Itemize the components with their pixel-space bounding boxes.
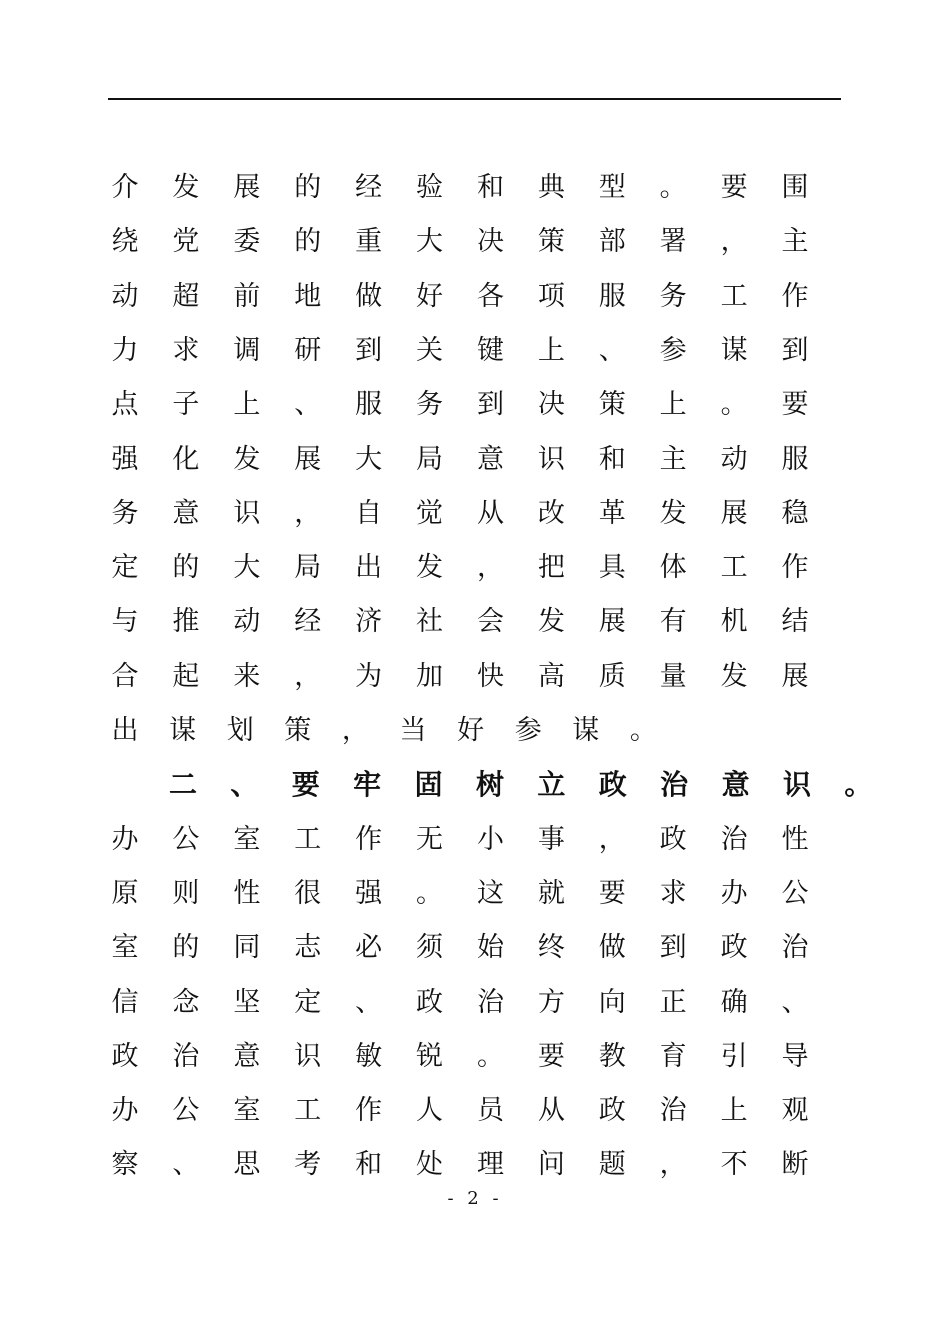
text-char: 参 <box>659 334 687 366</box>
text-char: 当 <box>399 715 427 746</box>
text-char: 从 <box>476 497 504 529</box>
text-char: 的 <box>172 552 200 584</box>
text-char: 办 <box>111 823 139 855</box>
text-char: 服 <box>355 389 383 421</box>
text-char: 发 <box>416 552 444 584</box>
text-char: 做 <box>598 932 626 964</box>
text-char: 推 <box>172 606 200 638</box>
text-char: 固 <box>414 768 443 802</box>
text-char: 须 <box>416 932 444 964</box>
text-char: 政 <box>416 986 444 1018</box>
text-char: 处 <box>416 1149 444 1181</box>
text-char: 的 <box>294 172 322 203</box>
text-char: 上 <box>659 389 687 421</box>
text-char: 大 <box>233 552 261 584</box>
text-char: 围 <box>781 172 809 203</box>
text-line <box>0 921 950 975</box>
text-char: 把 <box>537 552 565 584</box>
text-char: 治 <box>720 823 748 855</box>
text-char: 务 <box>111 497 139 529</box>
text-char: 性 <box>781 823 809 855</box>
text-char: 与 <box>111 606 139 638</box>
text-char: 事 <box>537 823 565 855</box>
text-char: 要 <box>537 1040 565 1072</box>
text-char: 作 <box>781 552 809 584</box>
text-char: 务 <box>659 280 687 312</box>
text-char: 思 <box>233 1149 261 1181</box>
text-char: ， <box>659 1149 687 1181</box>
text-line <box>0 976 950 1030</box>
section-heading <box>0 758 950 812</box>
text-char: 自 <box>355 497 383 529</box>
text-char: 验 <box>416 172 444 203</box>
text-line <box>0 704 950 758</box>
text-char: 谋 <box>572 715 600 746</box>
text-char: 不 <box>720 1149 748 1181</box>
text-char: 考 <box>294 1149 322 1181</box>
text-char: 大 <box>416 226 444 258</box>
text-char: 局 <box>416 443 444 475</box>
text-char: 志 <box>294 932 322 964</box>
text-char: 观 <box>781 1095 809 1127</box>
text-char: 体 <box>659 552 687 584</box>
text-char: 型 <box>598 172 626 203</box>
text-char: 务 <box>416 389 444 421</box>
text-char: 参 <box>514 715 542 746</box>
text-char: 动 <box>233 606 261 638</box>
text-char: 识 <box>782 768 811 802</box>
text-char: 超 <box>172 280 200 312</box>
text-char: 量 <box>659 660 687 692</box>
text-char: 终 <box>537 932 565 964</box>
text-char: 大 <box>355 443 383 475</box>
text-char: 政 <box>111 1040 139 1072</box>
text-line <box>0 324 950 378</box>
text-char: 政 <box>598 1095 626 1127</box>
text-char: 来 <box>233 660 261 692</box>
text-char: 政 <box>720 932 748 964</box>
text-char: 则 <box>172 877 200 909</box>
text-char: 。 <box>629 715 657 746</box>
text-line <box>0 650 950 704</box>
text-char: 服 <box>781 443 809 475</box>
text-line <box>0 867 950 921</box>
text-char: 导 <box>781 1040 809 1072</box>
text-char: 工 <box>720 552 748 584</box>
text-char: 起 <box>172 660 200 692</box>
text-char: 治 <box>660 768 689 802</box>
text-char: 教 <box>598 1040 626 1072</box>
text-char: 谋 <box>720 334 748 366</box>
text-char: 公 <box>172 1095 200 1127</box>
text-char: 锐 <box>416 1040 444 1072</box>
text-char: 要 <box>781 389 809 421</box>
text-char: 典 <box>537 172 565 203</box>
text-char: 。 <box>476 1040 504 1072</box>
text-char: 引 <box>720 1040 748 1072</box>
text-char: 性 <box>233 877 261 909</box>
text-char: 到 <box>781 334 809 366</box>
text-char: 要 <box>598 877 626 909</box>
text-char: 展 <box>294 443 322 475</box>
text-char: 高 <box>537 660 565 692</box>
text-char: 发 <box>172 172 200 203</box>
text-char: 到 <box>355 334 383 366</box>
text-char: 政 <box>659 823 687 855</box>
text-char: 经 <box>355 172 383 203</box>
text-char: 点 <box>111 389 139 421</box>
text-char: 力 <box>111 334 139 366</box>
text-char: 各 <box>476 280 504 312</box>
text-char: 立 <box>537 768 566 802</box>
text-char: ， <box>294 497 322 529</box>
text-char: 和 <box>598 443 626 475</box>
text-char: 工 <box>294 823 322 855</box>
text-char: 主 <box>659 443 687 475</box>
text-line <box>0 487 950 541</box>
text-char: 问 <box>537 1149 565 1181</box>
text-char: 前 <box>233 280 261 312</box>
text-char: 二 <box>168 768 197 802</box>
text-char: 项 <box>537 280 565 312</box>
text-char: 动 <box>720 443 748 475</box>
text-char: 识 <box>294 1040 322 1072</box>
text-char: 划 <box>226 715 254 746</box>
text-char: 研 <box>294 334 322 366</box>
text-char: 治 <box>781 932 809 964</box>
text-char: 为 <box>355 660 383 692</box>
text-char: 室 <box>233 823 261 855</box>
text-char: 树 <box>475 768 504 802</box>
text-char: 治 <box>659 1095 687 1127</box>
text-char: 做 <box>355 280 383 312</box>
text-char: 、 <box>172 1149 200 1181</box>
text-char: 员 <box>476 1095 504 1127</box>
text-char: 绕 <box>111 226 139 258</box>
text-char: 作 <box>355 823 383 855</box>
text-char: 子 <box>172 389 200 421</box>
text-char: 策 <box>537 226 565 258</box>
text-char: 地 <box>294 280 322 312</box>
text-char: 快 <box>476 660 504 692</box>
text-char: 重 <box>355 226 383 258</box>
text-char: 革 <box>598 497 626 529</box>
text-char: 办 <box>720 877 748 909</box>
text-char: 上 <box>233 389 261 421</box>
text-char: 介 <box>111 172 139 203</box>
text-char: 识 <box>537 443 565 475</box>
text-char: 好 <box>457 715 485 746</box>
text-char: 出 <box>355 552 383 584</box>
text-line <box>0 595 950 649</box>
text-char: 出 <box>111 715 139 746</box>
text-char: 觉 <box>416 497 444 529</box>
text-char: 会 <box>476 606 504 638</box>
text-char: 正 <box>659 986 687 1018</box>
text-char: 从 <box>537 1095 565 1127</box>
text-char: 到 <box>659 932 687 964</box>
text-char: 策 <box>598 389 626 421</box>
text-char: 发 <box>233 443 261 475</box>
text-char: 机 <box>720 606 748 638</box>
text-char: 室 <box>233 1095 261 1127</box>
text-char: 育 <box>659 1040 687 1072</box>
text-char: 。 <box>720 389 748 421</box>
text-char: 署 <box>659 226 687 258</box>
text-line <box>0 215 950 269</box>
text-char: 质 <box>598 660 626 692</box>
text-char: 局 <box>294 552 322 584</box>
text-char: 公 <box>172 823 200 855</box>
text-char: 要 <box>291 768 320 802</box>
text-char: 策 <box>284 715 312 746</box>
text-char: 键 <box>476 334 504 366</box>
text-char: 确 <box>720 986 748 1018</box>
text-char: 调 <box>233 334 261 366</box>
text-char: ， <box>476 552 504 584</box>
text-char: 强 <box>355 877 383 909</box>
text-line <box>0 813 950 867</box>
text-char: 部 <box>598 226 626 258</box>
text-char: 的 <box>294 226 322 258</box>
text-line <box>0 161 950 215</box>
text-char: 、 <box>294 389 322 421</box>
text-char: 动 <box>111 280 139 312</box>
text-char: 始 <box>476 932 504 964</box>
text-char: 牢 <box>353 768 382 802</box>
text-char: 展 <box>598 606 626 638</box>
text-char: 发 <box>720 660 748 692</box>
text-char: 、 <box>781 986 809 1018</box>
text-char: 党 <box>172 226 200 258</box>
text-char: 治 <box>172 1040 200 1072</box>
text-char: 服 <box>598 280 626 312</box>
text-char: 强 <box>111 443 139 475</box>
text-char: 求 <box>172 334 200 366</box>
text-char: 社 <box>416 606 444 638</box>
text-line <box>0 433 950 487</box>
text-char: 坚 <box>233 986 261 1018</box>
text-char: 展 <box>720 497 748 529</box>
text-char: 作 <box>355 1095 383 1127</box>
text-char: 这 <box>476 877 504 909</box>
text-char: 原 <box>111 877 139 909</box>
text-char: 意 <box>476 443 504 475</box>
page-number: - 2 - <box>447 1188 503 1209</box>
text-char: 主 <box>781 226 809 258</box>
text-char: 有 <box>659 606 687 638</box>
text-line <box>0 1084 950 1138</box>
text-char: 政 <box>598 768 627 802</box>
text-char: 小 <box>476 823 504 855</box>
text-char: 工 <box>294 1095 322 1127</box>
text-line <box>0 378 950 432</box>
text-char: 到 <box>476 389 504 421</box>
text-char: 决 <box>476 226 504 258</box>
text-char: 念 <box>172 986 200 1018</box>
text-char: 加 <box>416 660 444 692</box>
text-char: 和 <box>355 1149 383 1181</box>
text-char: 室 <box>111 932 139 964</box>
text-char: 展 <box>233 172 261 203</box>
text-char: 。 <box>659 172 687 203</box>
text-char: 谋 <box>169 715 197 746</box>
text-char: 信 <box>111 986 139 1018</box>
text-char: ， <box>598 823 626 855</box>
text-char: 结 <box>781 606 809 638</box>
text-char: 化 <box>172 443 200 475</box>
text-char: 稳 <box>781 497 809 529</box>
text-line <box>0 541 950 595</box>
text-char: 展 <box>781 660 809 692</box>
text-char: 和 <box>476 172 504 203</box>
text-char: 上 <box>537 334 565 366</box>
text-char: 决 <box>537 389 565 421</box>
text-char: 意 <box>172 497 200 529</box>
text-char: ， <box>720 226 748 258</box>
text-char: 具 <box>598 552 626 584</box>
text-char: 公 <box>781 877 809 909</box>
text-char: 作 <box>781 280 809 312</box>
text-char: 、 <box>230 768 259 802</box>
text-char: 关 <box>416 334 444 366</box>
text-char: 改 <box>537 497 565 529</box>
text-char: 意 <box>233 1040 261 1072</box>
text-char: ， <box>294 660 322 692</box>
text-char: 工 <box>720 280 748 312</box>
text-char: 、 <box>598 334 626 366</box>
text-char: 方 <box>537 986 565 1018</box>
text-char: 好 <box>416 280 444 312</box>
text-char: 办 <box>111 1095 139 1127</box>
text-char: 合 <box>111 660 139 692</box>
text-char: 、 <box>355 986 383 1018</box>
text-char: 。 <box>416 877 444 909</box>
text-char: 无 <box>416 823 444 855</box>
text-char: 要 <box>720 172 748 203</box>
text-char: 发 <box>537 606 565 638</box>
text-char: 发 <box>659 497 687 529</box>
text-line <box>0 270 950 324</box>
text-char: 敏 <box>355 1040 383 1072</box>
text-char: 同 <box>233 932 261 964</box>
text-char: 识 <box>233 497 261 529</box>
text-char: 求 <box>659 877 687 909</box>
text-char: ， <box>341 715 369 746</box>
text-char: 理 <box>476 1149 504 1181</box>
text-char: 经 <box>294 606 322 638</box>
text-char: 很 <box>294 877 322 909</box>
text-char: 察 <box>111 1149 139 1181</box>
text-char: 必 <box>355 932 383 964</box>
text-char: 定 <box>294 986 322 1018</box>
text-char: 济 <box>355 606 383 638</box>
text-char: 。 <box>844 768 873 802</box>
text-char: 意 <box>721 768 750 802</box>
text-char: 的 <box>172 932 200 964</box>
text-char: 委 <box>233 226 261 258</box>
text-char: 就 <box>537 877 565 909</box>
text-char: 上 <box>720 1095 748 1127</box>
text-char: 向 <box>598 986 626 1018</box>
text-line <box>0 1138 950 1192</box>
text-char: 定 <box>111 552 139 584</box>
text-line <box>0 1030 950 1084</box>
text-char: 人 <box>416 1095 444 1127</box>
text-char: 断 <box>781 1149 809 1181</box>
text-char: 题 <box>598 1149 626 1181</box>
text-char: 治 <box>476 986 504 1018</box>
